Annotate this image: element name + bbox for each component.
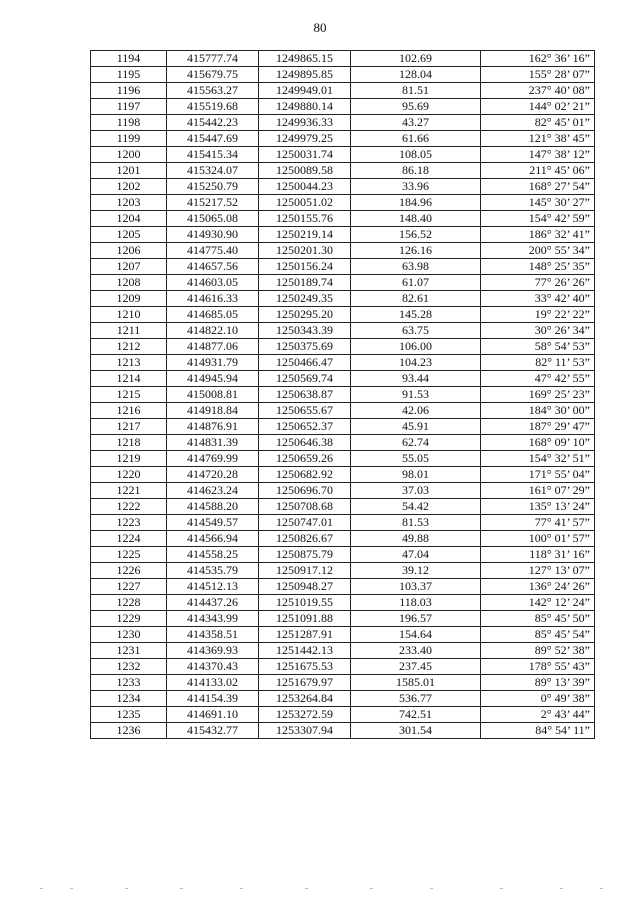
x-coordinate-cell: 415250.79 — [167, 179, 259, 195]
angle-cell: 77° 26’ 26” — [481, 275, 595, 291]
y-coordinate-cell: 1249880.14 — [259, 99, 351, 115]
length-cell: 196.57 — [351, 611, 481, 627]
y-coordinate-cell: 1250466.47 — [259, 355, 351, 371]
x-coordinate-cell: 415442.23 — [167, 115, 259, 131]
table-row — [91, 515, 595, 531]
table-row — [91, 707, 595, 723]
angle-cell: 161° 07’ 29” — [481, 483, 595, 499]
x-coordinate-cell: 415432.77 — [167, 723, 259, 739]
angle-cell: 186° 32’ 41” — [481, 227, 595, 243]
length-cell: 61.07 — [351, 275, 481, 291]
length-cell: 237.45 — [351, 659, 481, 675]
x-coordinate-cell: 414691.10 — [167, 707, 259, 723]
angle-cell: 147° 38’ 12” — [481, 147, 595, 163]
length-cell: 95.69 — [351, 99, 481, 115]
table-row — [91, 131, 595, 147]
table-row — [91, 51, 595, 67]
table-row — [91, 163, 595, 179]
point-number-cell: 1210 — [91, 307, 167, 323]
length-cell: 45.91 — [351, 419, 481, 435]
length-cell: 103.37 — [351, 579, 481, 595]
table-row — [91, 659, 595, 675]
table-row — [91, 227, 595, 243]
length-cell: 98.01 — [351, 467, 481, 483]
angle-cell: 100° 01’ 57” — [481, 531, 595, 547]
x-coordinate-cell: 415447.69 — [167, 131, 259, 147]
y-coordinate-cell: 1250655.67 — [259, 403, 351, 419]
angle-cell: 85° 45’ 50” — [481, 611, 595, 627]
table-row — [91, 179, 595, 195]
angle-cell: 154° 42’ 59” — [481, 211, 595, 227]
x-coordinate-cell: 414918.84 — [167, 403, 259, 419]
coordinates-table — [90, 50, 595, 739]
point-number-cell: 1231 — [91, 643, 167, 659]
angle-cell: 89° 52’ 38” — [481, 643, 595, 659]
x-coordinate-cell: 414558.25 — [167, 547, 259, 563]
angle-cell: 127° 13’ 07” — [481, 563, 595, 579]
point-number-cell: 1225 — [91, 547, 167, 563]
y-coordinate-cell: 1250156.24 — [259, 259, 351, 275]
table-row — [91, 259, 595, 275]
length-cell: 62.74 — [351, 435, 481, 451]
x-coordinate-cell: 414358.51 — [167, 627, 259, 643]
length-cell: 63.98 — [351, 259, 481, 275]
y-coordinate-cell: 1251679.97 — [259, 675, 351, 691]
x-coordinate-cell: 414769.99 — [167, 451, 259, 467]
y-coordinate-cell: 1249949.01 — [259, 83, 351, 99]
angle-cell: 187° 29’ 47” — [481, 419, 595, 435]
x-coordinate-cell: 415324.07 — [167, 163, 259, 179]
x-coordinate-cell: 414831.39 — [167, 435, 259, 451]
y-coordinate-cell: 1250569.74 — [259, 371, 351, 387]
table-row — [91, 435, 595, 451]
table-row — [91, 387, 595, 403]
table-row — [91, 403, 595, 419]
point-number-cell: 1212 — [91, 339, 167, 355]
page-number: 80 — [313, 20, 327, 35]
angle-cell: 77° 41’ 57” — [481, 515, 595, 531]
table-row — [91, 307, 595, 323]
x-coordinate-cell: 414877.06 — [167, 339, 259, 355]
table-row — [91, 483, 595, 499]
y-coordinate-cell: 1253264.84 — [259, 691, 351, 707]
x-coordinate-cell: 414945.94 — [167, 371, 259, 387]
y-coordinate-cell: 1250375.69 — [259, 339, 351, 355]
y-coordinate-cell: 1250089.58 — [259, 163, 351, 179]
point-number-cell: 1207 — [91, 259, 167, 275]
point-number-cell: 1227 — [91, 579, 167, 595]
angle-cell: 136° 24’ 26” — [481, 579, 595, 595]
length-cell: 54.42 — [351, 499, 481, 515]
x-coordinate-cell: 414588.20 — [167, 499, 259, 515]
angle-cell: 84° 54’ 11” — [481, 723, 595, 739]
table-row — [91, 579, 595, 595]
y-coordinate-cell: 1250031.74 — [259, 147, 351, 163]
length-cell: 86.18 — [351, 163, 481, 179]
x-coordinate-cell: 415065.08 — [167, 211, 259, 227]
y-coordinate-cell: 1250917.12 — [259, 563, 351, 579]
y-coordinate-cell: 1250638.87 — [259, 387, 351, 403]
x-coordinate-cell: 414370.43 — [167, 659, 259, 675]
table-row — [91, 451, 595, 467]
table-row — [91, 99, 595, 115]
y-coordinate-cell: 1250646.38 — [259, 435, 351, 451]
length-cell: 1585.01 — [351, 675, 481, 691]
x-coordinate-cell: 415008.81 — [167, 387, 259, 403]
x-coordinate-cell: 414603.05 — [167, 275, 259, 291]
angle-cell: 200° 55’ 34” — [481, 243, 595, 259]
angle-cell: 19° 22’ 22” — [481, 307, 595, 323]
angle-cell: 33° 42’ 40” — [481, 291, 595, 307]
y-coordinate-cell: 1250826.67 — [259, 531, 351, 547]
table-row — [91, 563, 595, 579]
point-number-cell: 1200 — [91, 147, 167, 163]
y-coordinate-cell: 1251091.88 — [259, 611, 351, 627]
y-coordinate-cell: 1250875.79 — [259, 547, 351, 563]
angle-cell: 89° 13’ 39” — [481, 675, 595, 691]
table-row — [91, 643, 595, 659]
length-cell: 39.12 — [351, 563, 481, 579]
length-cell: 91.53 — [351, 387, 481, 403]
table-row — [91, 83, 595, 99]
table-row — [91, 339, 595, 355]
y-coordinate-cell: 1250343.39 — [259, 323, 351, 339]
point-number-cell: 1232 — [91, 659, 167, 675]
length-cell: 81.53 — [351, 515, 481, 531]
table-row — [91, 595, 595, 611]
angle-cell: 142° 12’ 24” — [481, 595, 595, 611]
y-coordinate-cell: 1251675.53 — [259, 659, 351, 675]
point-number-cell: 1222 — [91, 499, 167, 515]
x-coordinate-cell: 414930.90 — [167, 227, 259, 243]
table-row — [91, 323, 595, 339]
length-cell: 63.75 — [351, 323, 481, 339]
point-number-cell: 1206 — [91, 243, 167, 259]
x-coordinate-cell: 415415.34 — [167, 147, 259, 163]
y-coordinate-cell: 1250189.74 — [259, 275, 351, 291]
angle-cell: 211° 45’ 06” — [481, 163, 595, 179]
x-coordinate-cell: 414876.91 — [167, 419, 259, 435]
length-cell: 49.88 — [351, 531, 481, 547]
angle-cell: 171° 55’ 04” — [481, 467, 595, 483]
y-coordinate-cell: 1250051.02 — [259, 195, 351, 211]
x-coordinate-cell: 414369.93 — [167, 643, 259, 659]
point-number-cell: 1217 — [91, 419, 167, 435]
point-number-cell: 1213 — [91, 355, 167, 371]
point-number-cell: 1233 — [91, 675, 167, 691]
point-number-cell: 1196 — [91, 83, 167, 99]
point-number-cell: 1214 — [91, 371, 167, 387]
point-number-cell: 1197 — [91, 99, 167, 115]
length-cell: 93.44 — [351, 371, 481, 387]
angle-cell: 82° 11’ 53” — [481, 355, 595, 371]
angle-cell: 237° 40’ 08” — [481, 83, 595, 99]
point-number-cell: 1215 — [91, 387, 167, 403]
x-coordinate-cell: 414343.99 — [167, 611, 259, 627]
x-coordinate-cell: 414685.05 — [167, 307, 259, 323]
point-number-cell: 1220 — [91, 467, 167, 483]
point-number-cell: 1204 — [91, 211, 167, 227]
point-number-cell: 1223 — [91, 515, 167, 531]
x-coordinate-cell: 414133.02 — [167, 675, 259, 691]
x-coordinate-cell: 414657.56 — [167, 259, 259, 275]
angle-cell: 154° 32’ 51” — [481, 451, 595, 467]
y-coordinate-cell: 1250652.37 — [259, 419, 351, 435]
y-coordinate-cell: 1249865.15 — [259, 51, 351, 67]
table-row — [91, 547, 595, 563]
length-cell: 37.03 — [351, 483, 481, 499]
angle-cell: 0° 49’ 38” — [481, 691, 595, 707]
angle-cell: 155° 28’ 07” — [481, 67, 595, 83]
angle-cell: 85° 45’ 54” — [481, 627, 595, 643]
x-coordinate-cell: 414822.10 — [167, 323, 259, 339]
table-row — [91, 499, 595, 515]
y-coordinate-cell: 1250696.70 — [259, 483, 351, 499]
x-coordinate-cell: 414154.39 — [167, 691, 259, 707]
point-number-cell: 1228 — [91, 595, 167, 611]
angle-cell: 184° 30’ 00” — [481, 403, 595, 419]
y-coordinate-cell: 1251287.91 — [259, 627, 351, 643]
table-row — [91, 371, 595, 387]
x-coordinate-cell: 414566.94 — [167, 531, 259, 547]
point-number-cell: 1229 — [91, 611, 167, 627]
length-cell: 184.96 — [351, 195, 481, 211]
angle-cell: 118° 31’ 16” — [481, 547, 595, 563]
point-number-cell: 1211 — [91, 323, 167, 339]
length-cell: 42.06 — [351, 403, 481, 419]
point-number-cell: 1203 — [91, 195, 167, 211]
y-coordinate-cell: 1250295.20 — [259, 307, 351, 323]
length-cell: 81.51 — [351, 83, 481, 99]
x-coordinate-cell: 414437.26 — [167, 595, 259, 611]
length-cell: 233.40 — [351, 643, 481, 659]
angle-cell: 135° 13’ 24” — [481, 499, 595, 515]
length-cell: 154.64 — [351, 627, 481, 643]
x-coordinate-cell: 415563.27 — [167, 83, 259, 99]
table-row — [91, 67, 595, 83]
point-number-cell: 1194 — [91, 51, 167, 67]
table-row — [91, 467, 595, 483]
table-row — [91, 147, 595, 163]
table-row — [91, 195, 595, 211]
table-row — [91, 243, 595, 259]
length-cell: 126.16 — [351, 243, 481, 259]
table-row — [91, 275, 595, 291]
y-coordinate-cell: 1250044.23 — [259, 179, 351, 195]
y-coordinate-cell: 1251019.55 — [259, 595, 351, 611]
length-cell: 301.54 — [351, 723, 481, 739]
page-bottom-scan-marks — [30, 888, 610, 894]
angle-cell: 169° 25’ 23” — [481, 387, 595, 403]
y-coordinate-cell: 1250201.30 — [259, 243, 351, 259]
length-cell: 106.00 — [351, 339, 481, 355]
angle-cell: 30° 26’ 34” — [481, 323, 595, 339]
angle-cell: 82° 45’ 01” — [481, 115, 595, 131]
x-coordinate-cell: 415519.68 — [167, 99, 259, 115]
x-coordinate-cell: 415777.74 — [167, 51, 259, 67]
length-cell: 118.03 — [351, 595, 481, 611]
length-cell: 128.04 — [351, 67, 481, 83]
x-coordinate-cell: 414775.40 — [167, 243, 259, 259]
x-coordinate-cell: 414549.57 — [167, 515, 259, 531]
angle-cell: 47° 42’ 55” — [481, 371, 595, 387]
angle-cell: 144° 02’ 21” — [481, 99, 595, 115]
y-coordinate-cell: 1249979.25 — [259, 131, 351, 147]
table-row — [91, 627, 595, 643]
x-coordinate-cell: 414720.28 — [167, 467, 259, 483]
point-number-cell: 1195 — [91, 67, 167, 83]
x-coordinate-cell: 415217.52 — [167, 195, 259, 211]
table-row — [91, 115, 595, 131]
point-number-cell: 1224 — [91, 531, 167, 547]
length-cell: 61.66 — [351, 131, 481, 147]
x-coordinate-cell: 414512.13 — [167, 579, 259, 595]
angle-cell: 162° 36’ 16” — [481, 51, 595, 67]
length-cell: 47.04 — [351, 547, 481, 563]
point-number-cell: 1202 — [91, 179, 167, 195]
table-row — [91, 611, 595, 627]
y-coordinate-cell: 1250948.27 — [259, 579, 351, 595]
length-cell: 145.28 — [351, 307, 481, 323]
length-cell: 55.05 — [351, 451, 481, 467]
length-cell: 742.51 — [351, 707, 481, 723]
y-coordinate-cell: 1250659.26 — [259, 451, 351, 467]
table-row — [91, 291, 595, 307]
angle-cell: 168° 27’ 54” — [481, 179, 595, 195]
point-number-cell: 1209 — [91, 291, 167, 307]
point-number-cell: 1205 — [91, 227, 167, 243]
coordinates-table-body — [91, 51, 595, 739]
point-number-cell: 1199 — [91, 131, 167, 147]
point-number-cell: 1201 — [91, 163, 167, 179]
x-coordinate-cell: 414623.24 — [167, 483, 259, 499]
point-number-cell: 1198 — [91, 115, 167, 131]
y-coordinate-cell: 1253272.59 — [259, 707, 351, 723]
y-coordinate-cell: 1249895.85 — [259, 67, 351, 83]
point-number-cell: 1219 — [91, 451, 167, 467]
table-row — [91, 691, 595, 707]
x-coordinate-cell: 414616.33 — [167, 291, 259, 307]
x-coordinate-cell: 414931.79 — [167, 355, 259, 371]
table-row — [91, 531, 595, 547]
angle-cell: 168° 09’ 10” — [481, 435, 595, 451]
y-coordinate-cell: 1250708.68 — [259, 499, 351, 515]
x-coordinate-cell: 415679.75 — [167, 67, 259, 83]
angle-cell: 148° 25’ 35” — [481, 259, 595, 275]
length-cell: 104.23 — [351, 355, 481, 371]
length-cell: 82.61 — [351, 291, 481, 307]
table-row — [91, 355, 595, 371]
angle-cell: 145° 30’ 27” — [481, 195, 595, 211]
point-number-cell: 1216 — [91, 403, 167, 419]
table-row — [91, 723, 595, 739]
length-cell: 536.77 — [351, 691, 481, 707]
point-number-cell: 1221 — [91, 483, 167, 499]
y-coordinate-cell: 1250219.14 — [259, 227, 351, 243]
y-coordinate-cell: 1250155.76 — [259, 211, 351, 227]
table-row — [91, 675, 595, 691]
x-coordinate-cell: 414535.79 — [167, 563, 259, 579]
length-cell: 33.96 — [351, 179, 481, 195]
point-number-cell: 1208 — [91, 275, 167, 291]
length-cell: 108.05 — [351, 147, 481, 163]
angle-cell: 121° 38’ 45” — [481, 131, 595, 147]
y-coordinate-cell: 1250747.01 — [259, 515, 351, 531]
point-number-cell: 1235 — [91, 707, 167, 723]
y-coordinate-cell: 1250249.35 — [259, 291, 351, 307]
length-cell: 102.69 — [351, 51, 481, 67]
angle-cell: 178° 55’ 43” — [481, 659, 595, 675]
point-number-cell: 1236 — [91, 723, 167, 739]
angle-cell: 58° 54’ 53” — [481, 339, 595, 355]
y-coordinate-cell: 1253307.94 — [259, 723, 351, 739]
y-coordinate-cell: 1251442.13 — [259, 643, 351, 659]
table-row — [91, 419, 595, 435]
length-cell: 148.40 — [351, 211, 481, 227]
point-number-cell: 1226 — [91, 563, 167, 579]
length-cell: 43.27 — [351, 115, 481, 131]
length-cell: 156.52 — [351, 227, 481, 243]
point-number-cell: 1230 — [91, 627, 167, 643]
point-number-cell: 1234 — [91, 691, 167, 707]
angle-cell: 2° 43’ 44” — [481, 707, 595, 723]
y-coordinate-cell: 1250682.92 — [259, 467, 351, 483]
point-number-cell: 1218 — [91, 435, 167, 451]
y-coordinate-cell: 1249936.33 — [259, 115, 351, 131]
table-row — [91, 211, 595, 227]
